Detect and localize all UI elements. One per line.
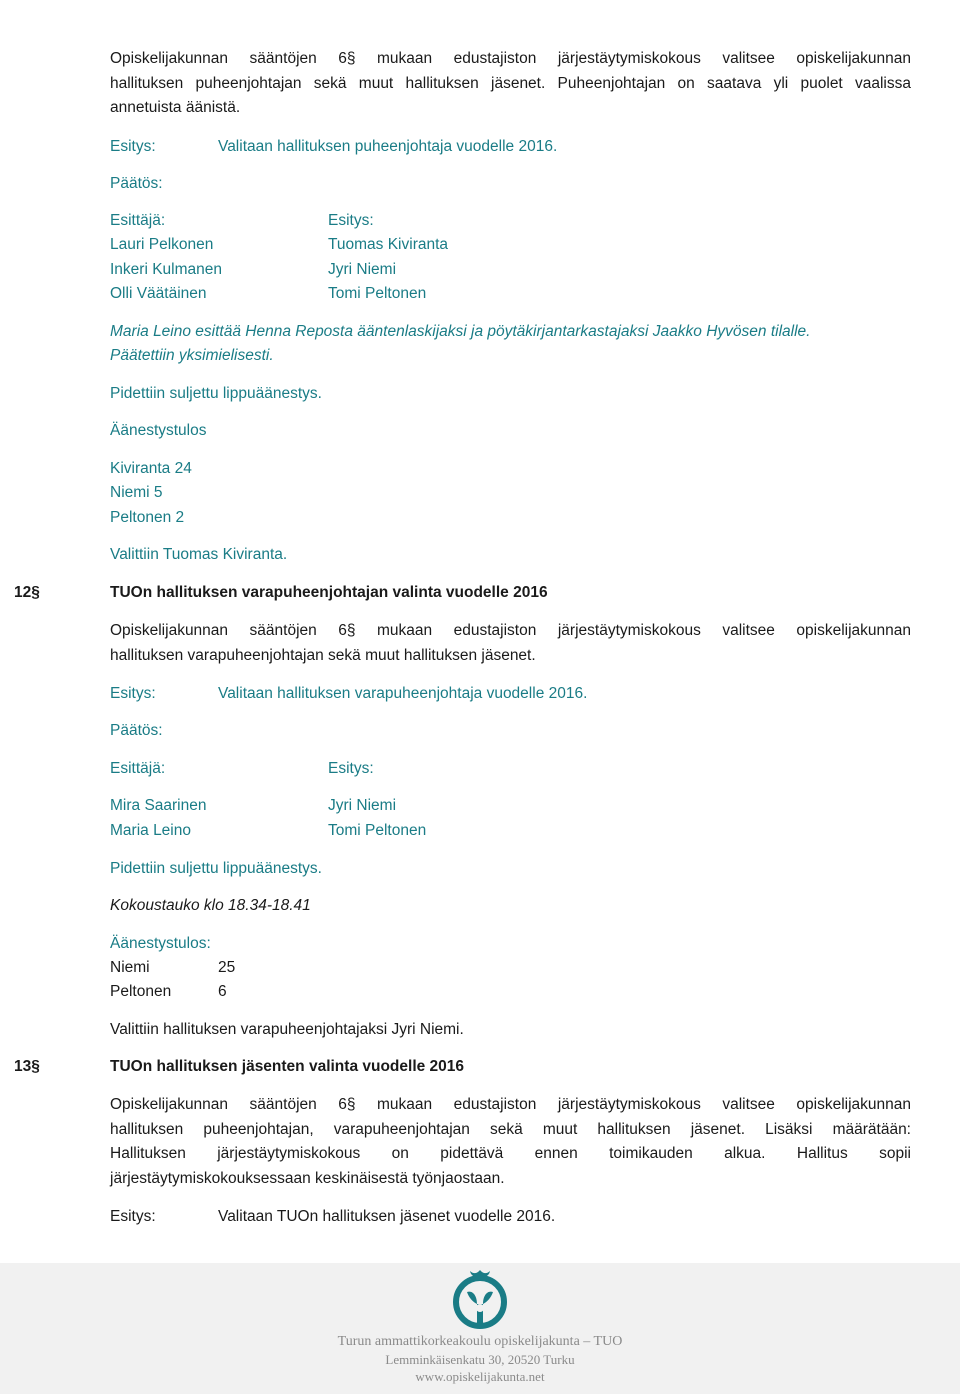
esitys-text: Valitaan TUOn hallituksen jäsenet vuodelle 2016.	[218, 1208, 556, 1225]
result-line: Niemi 5	[110, 484, 163, 501]
candidate-name: Tomi Peltonen	[328, 822, 427, 839]
decision-note: Päätettiin yksimielisesti.	[110, 347, 274, 364]
result-name: Niemi	[110, 959, 150, 976]
break-note: Kokoustauko klo 18.34-18.41	[110, 897, 311, 914]
esitys-label: Esitys:	[110, 1208, 156, 1225]
candidate-name: Tomi Peltonen	[328, 285, 427, 302]
section-title: TUOn hallituksen varapuheenjohtajan valinta vuodelle 2016	[110, 584, 548, 601]
esitys-label: Esitys:	[110, 138, 156, 155]
result-votes: 25	[218, 959, 236, 976]
esitys-label: Esitys:	[110, 685, 156, 702]
esittaja-label: Esittäjä:	[110, 212, 166, 229]
paatos-label: Päätös:	[110, 722, 163, 739]
footer-org: Turun ammattikorkeakoulu opiskelijakunta – TUO	[337, 1334, 623, 1349]
proposer-name: Mira Saarinen	[110, 797, 207, 814]
candidate-name: Tuomas Kiviranta	[328, 236, 449, 253]
rule-text-line: annetuista äänistä.	[110, 99, 241, 116]
paragraph-line: järjestäytymiskokouksessaan keskinäisestä työnjaostaan.	[110, 1170, 505, 1187]
vote-method: Pidettiin suljettu lippuäänestys.	[110, 860, 322, 877]
rule-text-line: hallituksen puheenjohtajan sekä muut hallituksen jäsenet. Puheenjohtajan on saatava yli puolet vaalissa	[110, 75, 911, 92]
esitys-text: Valitaan hallituksen varapuheenjohtaja vuodelle 2016.	[218, 685, 588, 702]
candidate-name: Jyri Niemi	[328, 797, 397, 814]
vote-method: Pidettiin suljettu lippuäänestys.	[110, 385, 322, 402]
proposer-name: Olli Väätäinen	[110, 285, 207, 302]
paragraph-line: Hallituksen järjestäytymiskokous on pidettävä ennen toimikauden alkua. Hallitus sopii	[110, 1145, 911, 1162]
proposer-name: Maria Leino	[110, 822, 191, 839]
paatos-label: Päätös:	[110, 175, 163, 192]
ehdotus-label: Esitys:	[328, 212, 374, 229]
result-label: Äänestystulos:	[110, 935, 211, 952]
result-votes: 6	[218, 983, 227, 1000]
result-line: Peltonen 2	[110, 509, 185, 526]
footer-website: www.opiskelijakunta.net	[415, 1369, 545, 1384]
result-line: Kiviranta 24	[110, 460, 192, 477]
section-title: TUOn hallituksen jäsenten valinta vuodelle 2016	[110, 1058, 465, 1075]
elected-note: Valittiin hallituksen varapuheenjohtajaksi Jyri Niemi.	[110, 1021, 464, 1038]
result-name: Peltonen	[110, 983, 172, 1000]
esittaja-label: Esittäjä:	[110, 760, 166, 777]
tuo-logo-icon	[445, 1268, 515, 1332]
result-label: Äänestystulos	[110, 422, 207, 439]
elected-note: Valittiin Tuomas Kiviranta.	[110, 546, 288, 563]
proposer-name: Inkeri Kulmanen	[110, 261, 223, 278]
page-footer	[0, 1263, 960, 1394]
rule-text-line: Opiskelijakunnan sääntöjen 6§ mukaan edustajiston järjestäytymiskokous valitsee opiskelijakunnan	[110, 50, 911, 67]
esitys-text: Valitaan hallituksen puheenjohtaja vuodelle 2016.	[218, 138, 558, 155]
ehdotus-label: Esitys:	[328, 760, 374, 777]
minutes-note: Maria Leino esittää Henna Reposta ääntenlaskijaksi ja pöytäkirjantarkastajaksi Jaakko Hyvösen tilalle.	[110, 323, 811, 340]
section-number: 12§	[14, 584, 40, 601]
paragraph-line: Opiskelijakunnan sääntöjen 6§ mukaan edustajiston järjestäytymiskokous valitsee opiskelijakunnan	[110, 1096, 911, 1113]
section-number: 13§	[14, 1058, 40, 1075]
paragraph-line: hallituksen puheenjohtajan, varapuheenjohtajan sekä muut hallituksen jäsenet. Lisäksi määrätään:	[110, 1121, 911, 1138]
rule-text-line: Opiskelijakunnan sääntöjen 6§ mukaan edustajiston järjestäytymiskokous valitsee opiskelijakunnan	[110, 622, 911, 639]
proposer-name: Lauri Pelkonen	[110, 236, 214, 253]
candidate-name: Jyri Niemi	[328, 261, 397, 278]
rule-text-line: hallituksen varapuheenjohtajan sekä muut hallituksen jäsenet.	[110, 647, 536, 664]
footer-address: Lemminkäisenkatu 30, 20520 Turku	[385, 1352, 575, 1367]
